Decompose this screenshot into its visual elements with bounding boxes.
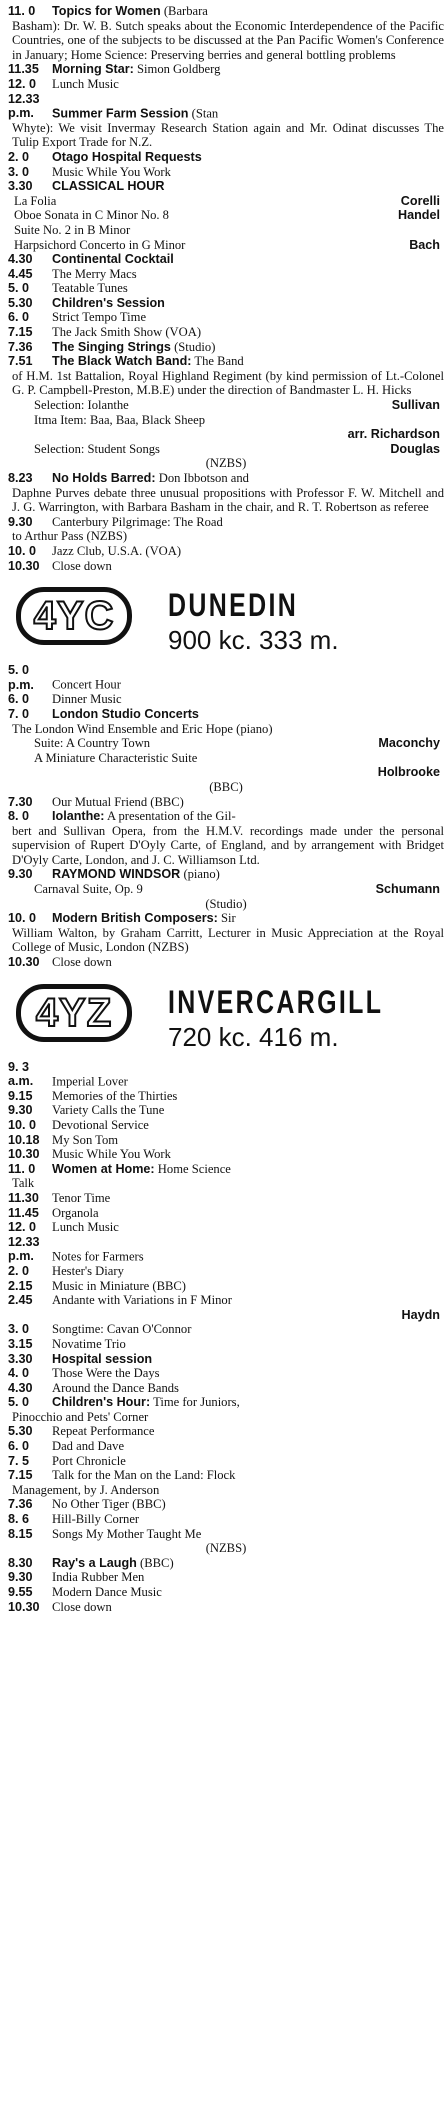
listing-entry xyxy=(8,1147,444,1162)
listing-description: Basham): Dr. W. B. Sutch speaks about the Economic Interdependence of the Pacific Countries, one of the subjects to be discussed at the Pan Pacific Women's Conference in January; Home Science: Preserving berries and general bottling problems xyxy=(12,18,444,62)
time-label: 7.36 xyxy=(8,1497,33,1512)
programme-title: Children's Hour: xyxy=(52,1395,151,1410)
composer: Holbrooke xyxy=(377,765,440,780)
programme-detail: (BBC) xyxy=(140,1555,174,1570)
programme-title: Topics for Women xyxy=(52,4,161,18)
listing-item xyxy=(8,223,444,238)
station-header-4yc xyxy=(8,581,444,657)
listing-entry xyxy=(8,1220,444,1235)
time-label: 9.55 xyxy=(8,1585,33,1599)
listing-entry xyxy=(8,1191,444,1206)
source-note: (NZBS) xyxy=(205,456,247,471)
programme-title: RAYMOND WINDSOR xyxy=(52,867,181,882)
time-label: 8.15 xyxy=(8,1526,33,1541)
listing-description: Talk xyxy=(12,1176,35,1191)
listing-item xyxy=(8,751,444,766)
programme-detail: Songtime: Cavan O'Connor xyxy=(52,1322,192,1337)
listing-item xyxy=(8,208,444,223)
listing-entry xyxy=(8,354,444,369)
programme-title: Continental Cocktail xyxy=(52,252,174,267)
time-label: 3. 0 xyxy=(8,1322,30,1337)
programme-detail: Port Chronicle xyxy=(52,1453,126,1468)
composer: Corelli xyxy=(400,193,440,208)
item-title: Itma Item: Baa, Baa, Black Sheep xyxy=(34,412,206,427)
programme-detail: Modern Dance Music xyxy=(52,1585,162,1599)
listing-item xyxy=(8,736,444,751)
time-label: 2.15 xyxy=(8,1278,33,1293)
listing-entry xyxy=(8,281,444,296)
composer: Schumann xyxy=(375,882,440,897)
time-label: 10. 0 xyxy=(8,911,37,926)
time-label: 5.30 xyxy=(8,1424,33,1439)
time-label: 3.30 xyxy=(8,179,33,194)
station-city: INVERCARGILL xyxy=(168,983,384,1020)
listing-description: of H.M. 1st Battalion, Royal Highland Regiment (by kind permission of Lt.-Colonel G. P. Campbell-Preston, M.B.E) under the direction of Bandmaster L. H. Hicks xyxy=(12,368,444,398)
programme-detail: (Barbara xyxy=(163,4,208,18)
time-label: 9.30 xyxy=(8,1570,33,1585)
listings-4yc xyxy=(8,663,444,969)
programme-detail: Tenor Time xyxy=(52,1190,111,1205)
listing-entry xyxy=(8,1570,444,1585)
item-title: A Miniature Characteristic Suite xyxy=(34,750,198,765)
listing-entry xyxy=(8,1366,444,1381)
source-note: (Studio) xyxy=(205,896,247,911)
listing-entry xyxy=(8,1118,444,1133)
programme-title: Morning Star: xyxy=(52,62,134,77)
listing-entry xyxy=(8,1424,444,1439)
listing-entry xyxy=(8,296,444,311)
programme-detail: Music in Miniature (BBC) xyxy=(52,1278,186,1293)
composer: Bach xyxy=(409,237,440,252)
station-logo-4yz: 4YZ xyxy=(16,984,132,1042)
programme-detail: The Merry Macs xyxy=(52,266,137,281)
programme-detail: Talk for the Man on the Land: Flock xyxy=(52,1468,236,1483)
time-label: 2.45 xyxy=(8,1293,33,1308)
time-label: 7.51 xyxy=(8,354,33,369)
listing-entry xyxy=(8,692,444,707)
listing-entry xyxy=(8,1235,444,1264)
programme-detail: Close down xyxy=(52,955,112,970)
time-label: 11.45 xyxy=(8,1205,39,1220)
listing-entry xyxy=(8,340,444,355)
time-label: 8. 0 xyxy=(8,809,30,824)
listing-entry xyxy=(8,1454,444,1469)
programme-title: Iolanthe: xyxy=(52,809,105,824)
listing-description: to Arthur Pass (NZBS) xyxy=(12,529,128,544)
listing-entry xyxy=(8,1381,444,1396)
time-label: 8.23 xyxy=(8,471,33,485)
programme-title: CLASSICAL HOUR xyxy=(52,179,165,194)
source-note: (BBC) xyxy=(209,779,243,794)
listing-entry xyxy=(8,252,444,267)
time-label: 11. 0 xyxy=(8,1161,36,1176)
composer: Maconchy xyxy=(378,736,440,751)
programme-detail: Hester's Diary xyxy=(52,1263,124,1278)
programme-title: Children's Session xyxy=(52,295,165,310)
time-label: 10.30 xyxy=(8,1599,40,1614)
time-label: 11.30 xyxy=(8,1190,39,1205)
listing-entry xyxy=(8,150,444,165)
time-label: 7.30 xyxy=(8,794,33,809)
listing-entry xyxy=(8,544,444,559)
programme-detail: Hill-Billy Corner xyxy=(52,1512,140,1527)
item-title: Suite: A Country Town xyxy=(34,736,151,751)
listing-entry xyxy=(8,1468,444,1483)
programme-detail: Organola xyxy=(52,1205,99,1220)
listing-description: Daphne Purves debate three unusual propositions with Professor F. W. Mitchell and J. G. Warrington, with Barbara Basham in the chair, and R. T. Robertson as referee xyxy=(12,485,444,515)
programme-title: Summer Farm Session xyxy=(52,106,189,121)
time-label: 9.30 xyxy=(8,1103,33,1118)
programme-detail: Notes for Farmers xyxy=(52,1249,144,1264)
programme-detail: Music While You Work xyxy=(52,1147,171,1162)
programme-detail: Our Mutual Friend (BBC) xyxy=(52,794,184,809)
programme-title: Modern British Composers: xyxy=(52,911,218,926)
programme-detail: Novatime Trio xyxy=(52,1336,126,1351)
programme-detail: (Studio) xyxy=(174,339,216,354)
listing-entry xyxy=(8,867,444,882)
listing-entry xyxy=(8,1279,444,1294)
time-label: 8. 6 xyxy=(8,1512,30,1527)
time-label: 8.30 xyxy=(8,1555,33,1570)
time-label: 12. 0 xyxy=(8,76,37,91)
time-label: 10.30 xyxy=(8,1147,40,1162)
time-label: 10.18 xyxy=(8,1132,40,1147)
listing-entry xyxy=(8,663,444,692)
composer: Sullivan xyxy=(391,398,440,413)
listing-description: The London Wind Ensemble and Eric Hope (piano) xyxy=(12,721,273,736)
composer: arr. Richardson xyxy=(347,427,440,442)
time-label: 4.30 xyxy=(8,252,33,267)
station-frequency: 900 kc. 333 m. xyxy=(168,625,339,656)
listings-4yz xyxy=(8,1060,444,1615)
listing-entry xyxy=(8,795,444,810)
station-frequency: 720 kc. 416 m. xyxy=(168,1021,339,1052)
time-label: 5. 0 xyxy=(8,1395,30,1410)
time-label: 11. 0 xyxy=(8,4,36,18)
listing-entry xyxy=(8,1600,444,1615)
station-header-4yz xyxy=(8,978,444,1054)
programme-detail: Home Science xyxy=(157,1161,231,1176)
listing-entry xyxy=(8,1060,444,1089)
item-title: Suite No. 2 in B Minor xyxy=(14,222,131,237)
time-label: 12.33 p.m. xyxy=(8,91,40,121)
time-label: 2. 0 xyxy=(8,1263,30,1278)
programme-detail: (Stan xyxy=(191,106,219,121)
programme-title: No Holds Barred: xyxy=(52,471,156,485)
listing-entry xyxy=(8,471,444,486)
programme-detail: The Jack Smith Show (VOA) xyxy=(52,325,202,340)
programme-detail: Variety Calls the Tune xyxy=(52,1103,165,1118)
item-title: Oboe Sonata in C Minor No. 8 xyxy=(14,208,169,223)
programme-detail: Devotional Service xyxy=(52,1118,149,1132)
listing-entry xyxy=(8,1395,444,1410)
time-label: 7.36 xyxy=(8,339,33,354)
listing-description: William Walton, by Graham Carritt, Lecturer in Music Appreciation at the Royal College of Music, London (NZBS) xyxy=(12,925,444,955)
listing-item xyxy=(8,442,444,457)
time-label: 5. 0 p.m. xyxy=(8,663,34,692)
listing-entry xyxy=(8,809,444,824)
programme-detail: Strict Tempo Time xyxy=(52,310,147,325)
time-label: 2. 0 xyxy=(8,149,30,164)
time-label: 10.30 xyxy=(8,558,40,573)
listing-item xyxy=(8,398,444,413)
station-logo-4yc: 4YC xyxy=(16,587,132,645)
composer: Douglas xyxy=(390,441,440,456)
programme-detail: Repeat Performance xyxy=(52,1424,155,1439)
time-label: 9.15 xyxy=(8,1088,33,1103)
listing-entry xyxy=(8,1337,444,1352)
programme-detail: Simon Goldberg xyxy=(137,62,221,77)
listing-description: Pinocchio and Pets' Corner xyxy=(12,1409,149,1424)
time-label: 6. 0 xyxy=(8,310,30,325)
time-label: 11.35 xyxy=(8,62,39,77)
listing-entry xyxy=(8,1439,444,1454)
listing-entry xyxy=(8,4,444,19)
listing-item xyxy=(8,882,444,897)
listing-entry xyxy=(8,1162,444,1177)
time-label: 6. 0 xyxy=(8,1439,30,1454)
programme-detail: Close down xyxy=(52,558,112,573)
time-label: 12.33 p.m. xyxy=(8,1234,40,1264)
listing-entry xyxy=(8,1497,444,1512)
time-label: 5.30 xyxy=(8,295,33,310)
listing-entry xyxy=(8,1264,444,1279)
programme-detail: Dad and Dave xyxy=(52,1439,125,1454)
listing-entry xyxy=(8,515,444,530)
time-label: 4.30 xyxy=(8,1380,33,1395)
programme-detail: Music While You Work xyxy=(52,164,171,179)
listing-entry xyxy=(8,559,444,574)
programme-detail: Lunch Music xyxy=(52,76,119,91)
programme-detail: Those Were the Days xyxy=(52,1366,160,1381)
listing-entry xyxy=(8,911,444,926)
time-label: 4. 0 xyxy=(8,1366,30,1381)
time-label: 10. 0 xyxy=(8,543,37,558)
time-label: 7.15 xyxy=(8,1468,33,1483)
listing-description: Whyte): We visit Invermay Research Station again and Mr. Odinat discusses The Tulip Export Trade for N.Z. xyxy=(12,120,444,150)
programme-detail: Don Ibbotson and xyxy=(158,471,249,485)
programme-title: The Black Watch Band: xyxy=(52,354,192,369)
programme-title: Ray's a Laugh xyxy=(52,1555,137,1570)
listing-description: bert and Sullivan Opera, from the H.M.V. recordings made under the personal supervision of Rupert D'Oyly Carte, of England, and by arrangement with Bridget D'Oyly Carte, London, and J. C. Williamson Ltd. xyxy=(12,823,444,867)
programme-detail: Close down xyxy=(52,1599,112,1614)
listing-item xyxy=(8,413,444,428)
time-label: 12. 0 xyxy=(8,1220,37,1235)
listing-entry xyxy=(8,62,444,77)
time-label: 3.30 xyxy=(8,1351,33,1366)
programme-detail: Lunch Music xyxy=(52,1220,119,1235)
programme-title: Otago Hospital Requests xyxy=(52,149,202,164)
item-title: Carnaval Suite, Op. 9 xyxy=(34,882,143,897)
programme-title: Women at Home: xyxy=(52,1161,155,1176)
programme-detail: No Other Tiger (BBC) xyxy=(52,1497,166,1512)
time-label: 10. 0 xyxy=(8,1118,37,1132)
listing-entry xyxy=(8,1103,444,1118)
programme-detail: Time for Juniors, xyxy=(153,1395,240,1410)
programme-detail: India Rubber Men xyxy=(52,1570,145,1585)
listing-description: Management, by J. Anderson xyxy=(12,1482,160,1497)
programme-detail: My Son Tom xyxy=(52,1132,119,1147)
item-title: La Folia xyxy=(14,193,57,208)
time-label: 7. 0 xyxy=(8,706,30,721)
programme-detail: Dinner Music xyxy=(52,692,122,707)
programme-detail: A presentation of the Gil- xyxy=(106,809,236,824)
listing-entry xyxy=(8,1133,444,1148)
time-label: 9.30 xyxy=(8,514,33,529)
programme-detail: Jazz Club, U.S.A. (VOA) xyxy=(52,543,182,558)
listing-entry xyxy=(8,1293,444,1308)
programme-detail: Concert Hour xyxy=(52,677,121,692)
time-label: 7.15 xyxy=(8,325,33,340)
listing-entry xyxy=(8,1352,444,1367)
listing-entry xyxy=(8,1206,444,1221)
listing-item xyxy=(8,238,444,253)
programme-detail: The Band xyxy=(194,354,244,369)
programme-detail: Sir xyxy=(221,911,236,926)
composer: Handel xyxy=(398,208,440,223)
programme-detail: (piano) xyxy=(183,867,220,882)
programme-detail: Canterbury Pilgrimage: The Road xyxy=(52,514,223,529)
item-title: Selection: Iolanthe xyxy=(34,398,129,413)
item-title: Harpsichord Concerto in G Minor xyxy=(14,237,186,252)
programme-title: The Singing Strings xyxy=(52,339,171,354)
composer: Haydn xyxy=(401,1307,440,1322)
time-label: 3. 0 xyxy=(8,164,30,179)
programme-title: London Studio Concerts xyxy=(52,706,199,721)
time-label: 7. 5 xyxy=(8,1453,30,1468)
programme-detail: Andante with Variations in F Minor xyxy=(52,1293,232,1308)
programme-detail: Memories of the Thirties xyxy=(52,1088,178,1103)
listing-entry xyxy=(8,77,444,92)
listing-entry xyxy=(8,92,444,121)
listing-entry xyxy=(8,267,444,282)
time-label: 10.30 xyxy=(8,955,40,970)
programme-detail: Songs My Mother Taught Me xyxy=(52,1526,202,1541)
listing-entry xyxy=(8,1585,444,1600)
listing-entry xyxy=(8,707,444,722)
time-label: 9.30 xyxy=(8,867,33,882)
listing-entry xyxy=(8,310,444,325)
listing-entry xyxy=(8,325,444,340)
programme-detail: Teatable Tunes xyxy=(52,281,128,296)
listing-entry xyxy=(8,165,444,180)
listing-entry xyxy=(8,1089,444,1104)
item-title: Selection: Student Songs xyxy=(34,441,160,456)
time-label: 5. 0 xyxy=(8,281,30,296)
listing-entry xyxy=(8,1527,444,1542)
listing-entry xyxy=(8,1556,444,1571)
listing-entry xyxy=(8,1512,444,1527)
time-label: 4.45 xyxy=(8,266,33,281)
listing-item xyxy=(8,194,444,209)
listing-entry xyxy=(8,955,444,970)
station-city: DUNEDIN xyxy=(168,587,299,624)
listing-entry xyxy=(8,1322,444,1337)
listings-2yc-continued xyxy=(8,4,444,573)
listing-entry xyxy=(8,179,444,194)
time-label: 9. 3 a.m. xyxy=(8,1059,34,1089)
programme-detail: Around the Dance Bands xyxy=(52,1380,179,1395)
programme-detail: Imperial Lover xyxy=(52,1074,128,1089)
time-label: 3.15 xyxy=(8,1336,33,1351)
time-label: 6. 0 xyxy=(8,692,30,707)
source-note: (NZBS) xyxy=(205,1541,247,1556)
programme-title: Hospital session xyxy=(52,1351,153,1366)
